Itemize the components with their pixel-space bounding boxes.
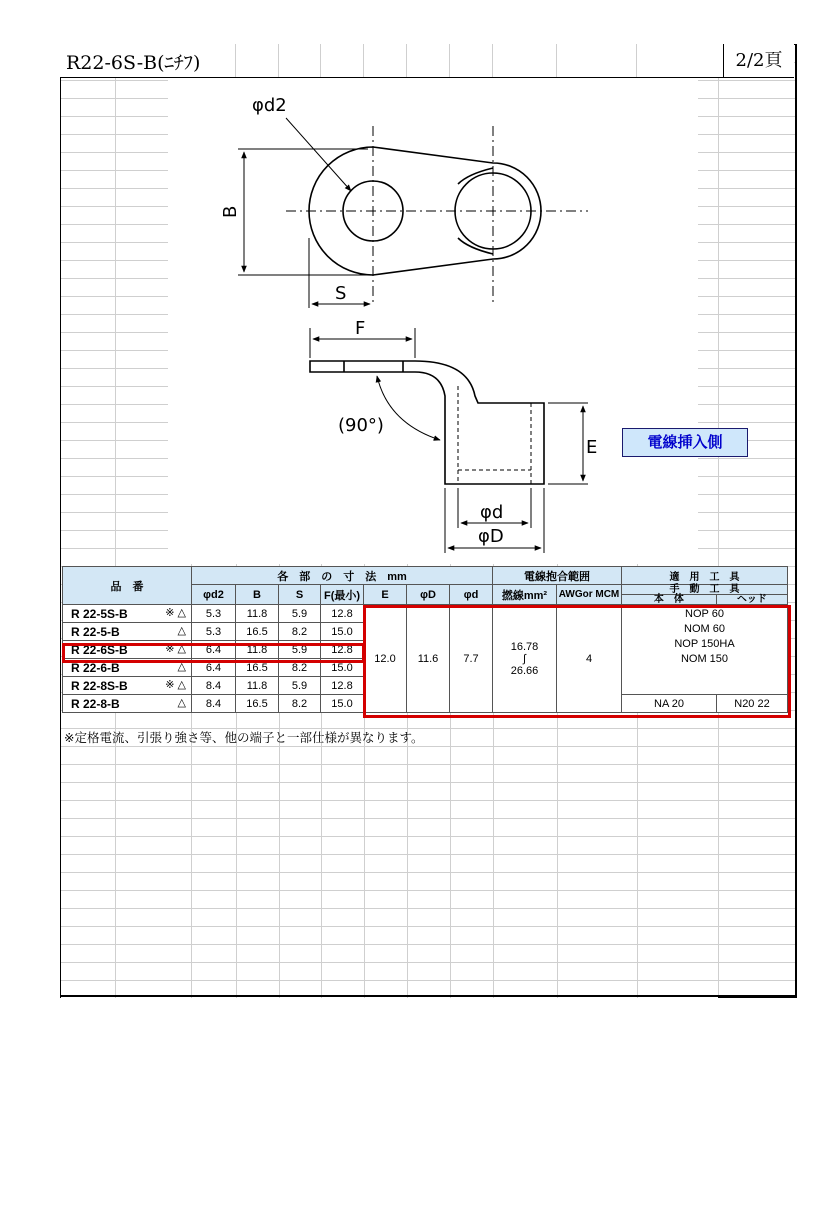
cell-B: 11.8	[236, 677, 279, 695]
top-dims	[238, 118, 370, 308]
cell-awg: 4	[557, 605, 622, 713]
header-tools: 適 用 工 具	[622, 567, 788, 585]
highlight-row-box	[62, 643, 365, 663]
cell-F: 15.0	[321, 659, 364, 677]
cell-d: 7.7	[450, 605, 493, 713]
header-range: 電線抱合範囲	[493, 567, 622, 585]
cell-E: 12.0	[364, 605, 407, 713]
cell-head: N20 22	[717, 695, 788, 713]
tool-item: NOM 150	[680, 653, 729, 665]
col-S: S	[279, 585, 321, 605]
part-number: R 22-5-B	[71, 624, 120, 639]
insert-side-label: 電線挿入側	[622, 428, 748, 457]
col-D: φD	[407, 585, 450, 605]
col-B: B	[236, 585, 279, 605]
cell-F: 15.0	[321, 623, 364, 641]
col-d2: φd2	[192, 585, 236, 605]
strand-max: 26.66	[510, 664, 539, 677]
cell-B: 16.5	[236, 623, 279, 641]
label-F: F	[355, 318, 366, 339]
cell-B: 11.8	[236, 605, 279, 623]
cell-F: 15.0	[321, 695, 364, 713]
tool-item: NOP 150HA	[674, 638, 735, 650]
cell-S: 5.9	[279, 677, 321, 695]
part-number: R 22-6-B	[71, 660, 120, 675]
col-F: F(最小)	[321, 585, 364, 605]
terminal-drawing-svg	[168, 78, 698, 564]
side-hidden-lines	[458, 386, 531, 484]
mark: ※ △	[165, 679, 186, 691]
label-d2: φd2	[252, 95, 287, 116]
col-strand: 撚線mm²	[493, 585, 557, 605]
header-manual	[622, 585, 788, 605]
tool-item: NOM 60	[684, 623, 725, 635]
col-awg: AWGor MCM	[557, 585, 622, 605]
cell-F: 12.8	[321, 677, 364, 695]
cell-S: 5.9	[279, 641, 321, 659]
col-body: 本 体	[622, 595, 717, 604]
part-number: R 22-8-B	[71, 696, 120, 711]
cell-B: 16.5	[236, 659, 279, 677]
title-bar	[60, 44, 794, 78]
cell-S: 5.9	[279, 605, 321, 623]
cell-B: 16.5	[236, 695, 279, 713]
mark: ※ △	[165, 643, 186, 655]
strand-min: 16.78	[510, 640, 539, 653]
cell-S: 8.2	[279, 695, 321, 713]
header-manual-tools: 手 動 工 具	[622, 585, 787, 595]
part-number: R 22-8S-B	[71, 678, 128, 693]
cell-F: 12.8	[321, 605, 364, 623]
cell-na: NA 20	[622, 695, 717, 713]
cell-d2: 5.3	[192, 605, 236, 623]
page-number: 2/2頁	[723, 44, 794, 77]
label-B: B	[220, 205, 241, 218]
sheet-bottom-border	[60, 995, 796, 997]
mark: △	[177, 661, 186, 673]
cell-d2: 8.4	[192, 695, 236, 713]
mark: ※ △	[165, 607, 186, 619]
col-head: ヘッド	[736, 594, 767, 605]
cell-D: 11.6	[407, 605, 450, 713]
sheet-bottom-border-2	[718, 997, 796, 998]
part-number: R 22-5S-B	[71, 606, 128, 621]
cell-d2: 5.3	[192, 623, 236, 641]
header-part-no: 品 番	[63, 567, 192, 605]
centerlines	[286, 126, 588, 303]
col-E: E	[364, 585, 407, 605]
col-d: φd	[450, 585, 493, 605]
strand-sep: ∫	[522, 652, 526, 665]
terminal-drawing	[168, 78, 698, 564]
highlight-common-box	[363, 605, 791, 718]
cell-S: 8.2	[279, 623, 321, 641]
label-E: E	[586, 437, 598, 458]
cell-d2: 6.4	[192, 641, 236, 659]
label-S: S	[335, 283, 347, 304]
label-d: φd	[480, 502, 504, 523]
mark: △	[177, 697, 186, 709]
header-dims: 各 部 の 寸 法 mm	[192, 567, 493, 585]
mark: △	[177, 625, 186, 637]
label-angle: (90°)	[338, 415, 384, 436]
cell-S: 8.2	[279, 659, 321, 677]
footnote: ※定格電流、引張り強さ等、他の端子と一部仕様が異なります。	[64, 730, 424, 745]
cell-F: 12.8	[321, 641, 364, 659]
label-D: φD	[478, 526, 504, 547]
cell-B: 11.8	[236, 641, 279, 659]
part-number: R 22-6S-B	[71, 642, 128, 657]
page-title: R22-6S-B(ﾆﾁﾌ)	[66, 52, 201, 74]
cell-d2: 6.4	[192, 659, 236, 677]
cell-d2: 8.4	[192, 677, 236, 695]
tool-item: NOP 60	[685, 608, 724, 620]
